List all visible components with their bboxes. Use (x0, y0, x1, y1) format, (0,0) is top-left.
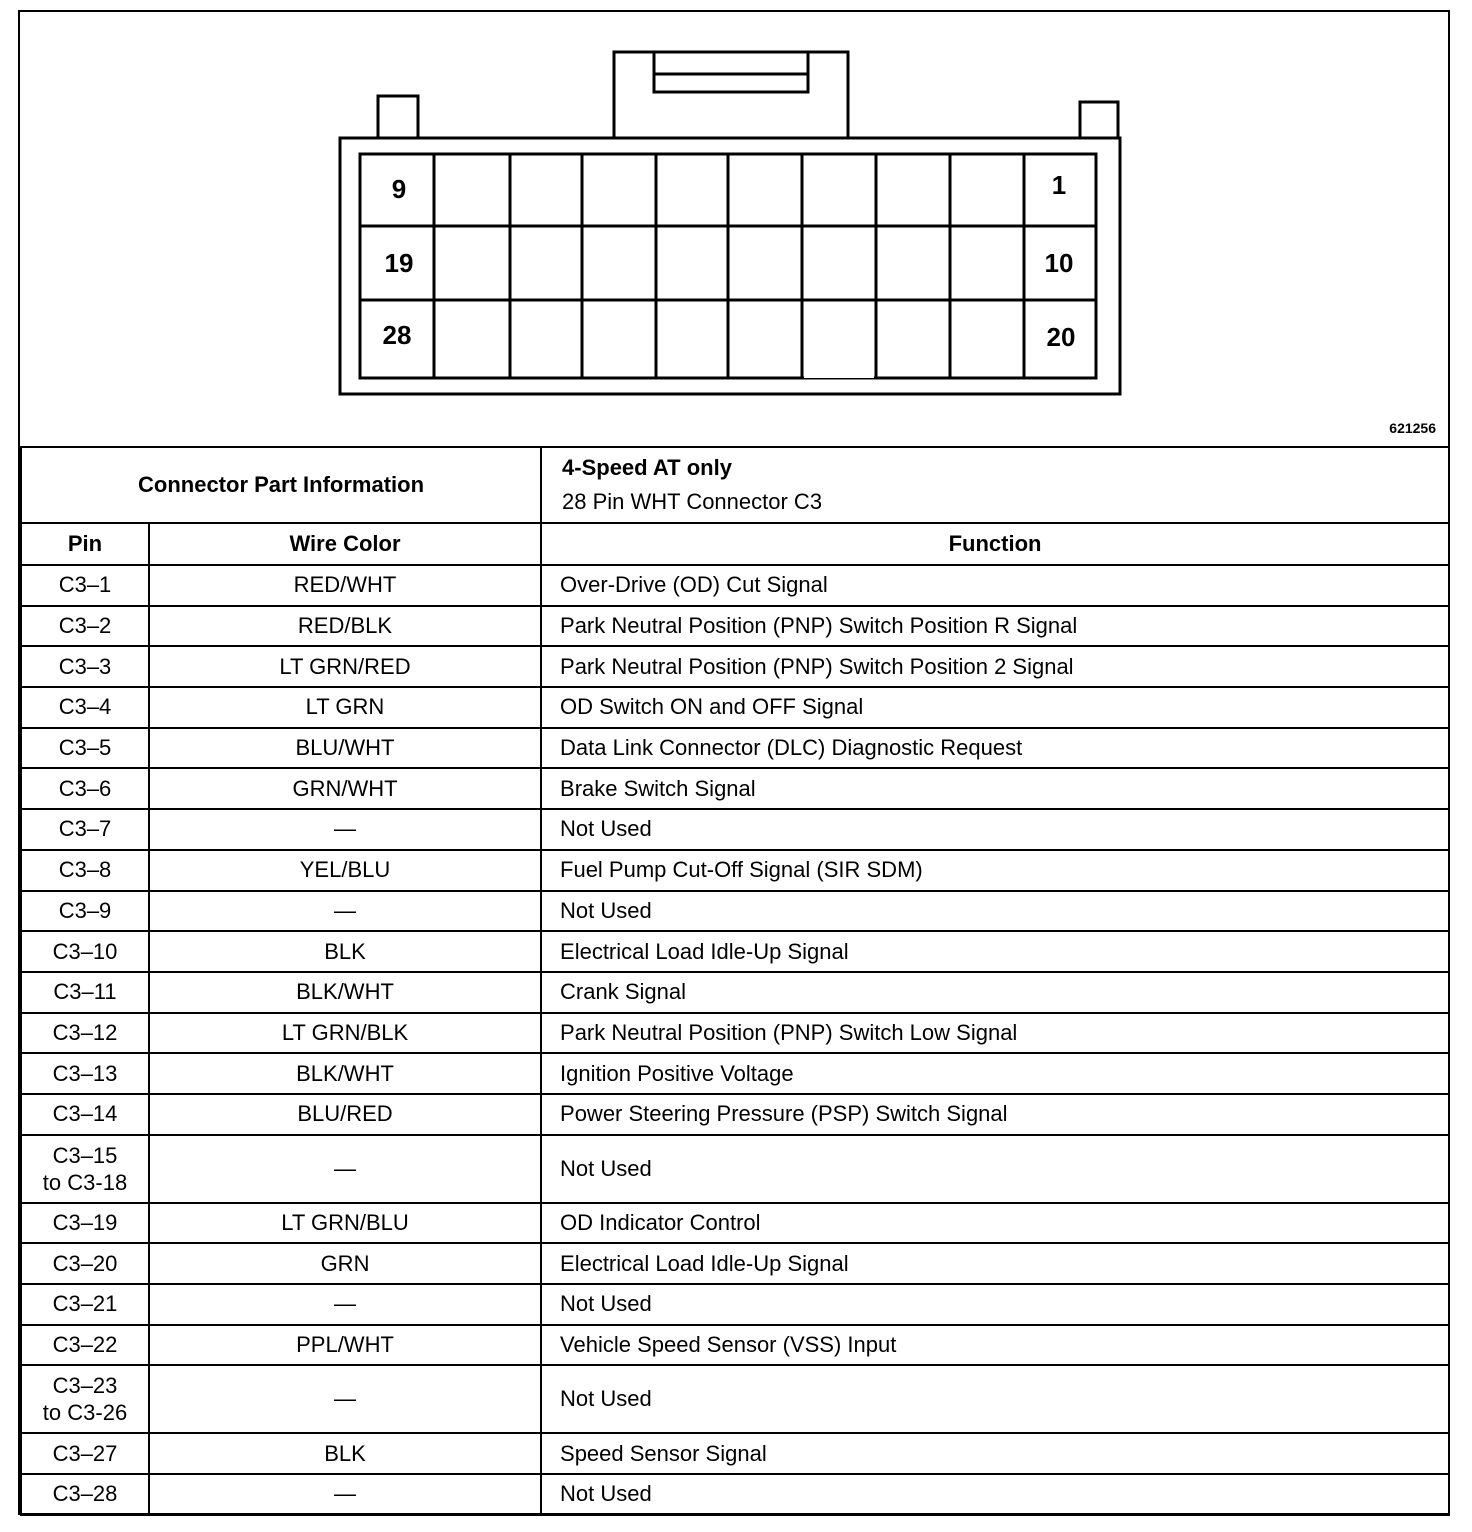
table-row (21, 1365, 1449, 1433)
column-header-wire-color: Wire Color (149, 523, 541, 565)
table-row (21, 1325, 1449, 1366)
function-cell: Park Neutral Position (PNP) Switch Low Signal (541, 1013, 1449, 1054)
pin-range-start: C3–23 (52, 1373, 118, 1399)
pinout-table (20, 446, 1450, 1516)
pin-cell: C3–9 (21, 891, 149, 932)
pin-cell: C3–14 (21, 1094, 149, 1135)
table-row (21, 768, 1449, 809)
wire-color-cell: LT GRN/BLK (149, 1013, 541, 1054)
pin-cell: C3–5 (21, 728, 149, 769)
table-row (21, 1094, 1449, 1135)
pin-cell: C3–3 (21, 646, 149, 687)
pin-range-end: to C3-18 (42, 1169, 128, 1195)
table-row (21, 809, 1449, 850)
wire-color-cell: — (149, 1365, 541, 1433)
connector-housing (340, 138, 1120, 394)
connector-description: 28 Pin WHT Connector C3 (562, 489, 823, 514)
pin-cell: C3–12 (21, 1013, 149, 1054)
function-cell: Vehicle Speed Sensor (VSS) Input (541, 1325, 1449, 1366)
table-row (21, 565, 1449, 606)
function-cell: Fuel Pump Cut-Off Signal (SIR SDM) (541, 850, 1449, 891)
pin-cell: C3–19 (21, 1203, 149, 1244)
pin-cell: C3–28 (21, 1474, 149, 1515)
connector-info-row (21, 447, 1449, 523)
wire-color-cell: BLK/WHT (149, 972, 541, 1013)
pin-label-19: 19 (384, 248, 414, 278)
table-row (21, 1284, 1449, 1325)
pin-cell: C3–4 (21, 687, 149, 728)
right-latch-tab (1080, 102, 1118, 138)
function-cell: Not Used (541, 891, 1449, 932)
wire-color-cell: BLK (149, 931, 541, 972)
pin-cell: C3–21 (21, 1284, 149, 1325)
pin-cell: C3–6 (21, 768, 149, 809)
function-cell: Park Neutral Position (PNP) Switch Position R Signal (541, 606, 1449, 647)
function-cell: Brake Switch Signal (541, 768, 1449, 809)
table-row (21, 850, 1449, 891)
pin-cell: C3–7 (21, 809, 149, 850)
table-row (21, 931, 1449, 972)
connector-face-view (20, 12, 1448, 446)
connector-drawing (20, 12, 1448, 446)
pin-cell: C3–20 (21, 1243, 149, 1284)
wire-color-cell: LT GRN/RED (149, 646, 541, 687)
pin-label-28: 28 (382, 320, 412, 350)
pin-cell (21, 1135, 149, 1203)
table-row (21, 972, 1449, 1013)
function-cell: Electrical Load Idle-Up Signal (541, 1243, 1449, 1284)
table-row (21, 1013, 1449, 1054)
pin-cell: C3–22 (21, 1325, 149, 1366)
function-cell: Not Used (541, 1135, 1449, 1203)
function-cell: Electrical Load Idle-Up Signal (541, 931, 1449, 972)
wire-color-cell: BLK (149, 1433, 541, 1474)
top-key-housing (614, 52, 848, 138)
figure-id: 621256 (1389, 420, 1436, 436)
connector-variant: 4-Speed AT only (562, 455, 732, 480)
pin-cell: C3–10 (21, 931, 149, 972)
function-cell: Not Used (541, 809, 1449, 850)
pin-cell: C3–2 (21, 606, 149, 647)
pin-cell: C3–11 (21, 972, 149, 1013)
wire-color-cell: — (149, 1284, 541, 1325)
top-key-slot (654, 52, 808, 92)
pin-cell: C3–8 (21, 850, 149, 891)
table-row (21, 891, 1449, 932)
pin-cell: C3–1 (21, 565, 149, 606)
column-header-pin: Pin (21, 523, 149, 565)
function-cell: Not Used (541, 1474, 1449, 1515)
table-row (21, 646, 1449, 687)
pin-cell: C3–27 (21, 1433, 149, 1474)
table-row (21, 1433, 1449, 1474)
function-cell: Not Used (541, 1284, 1449, 1325)
function-cell: OD Switch ON and OFF Signal (541, 687, 1449, 728)
function-cell: Park Neutral Position (PNP) Switch Position 2 Signal (541, 646, 1449, 687)
wire-color-cell: RED/BLK (149, 606, 541, 647)
pin-range-start: C3–15 (52, 1142, 118, 1168)
function-cell: Over-Drive (OD) Cut Signal (541, 565, 1449, 606)
wire-color-cell: GRN/WHT (149, 768, 541, 809)
pin-label-9: 9 (391, 174, 407, 204)
wire-color-cell: BLU/WHT (149, 728, 541, 769)
function-cell: Ignition Positive Voltage (541, 1053, 1449, 1094)
function-cell: Not Used (541, 1365, 1449, 1433)
wire-color-cell: — (149, 1474, 541, 1515)
pin-label-1: 1 (1051, 170, 1067, 200)
function-cell: OD Indicator Control (541, 1203, 1449, 1244)
table-row (21, 606, 1449, 647)
wire-color-cell: PPL/WHT (149, 1325, 541, 1366)
table-row (21, 1053, 1449, 1094)
wire-color-cell: BLU/RED (149, 1094, 541, 1135)
column-header-row (21, 523, 1449, 565)
wire-color-cell: YEL/BLU (149, 850, 541, 891)
pin-label-10: 10 (1044, 248, 1074, 278)
wire-color-cell: LT GRN (149, 687, 541, 728)
connector-info-detail (541, 447, 1449, 523)
column-header-function: Function (541, 523, 1449, 565)
connector-sheet (18, 10, 1450, 1515)
table-row (21, 1203, 1449, 1244)
wire-color-cell: — (149, 891, 541, 932)
table-row (21, 1474, 1449, 1515)
pin-cell (21, 1365, 149, 1433)
table-row (21, 687, 1449, 728)
connector-info-label: Connector Part Information (21, 447, 541, 523)
table-row (21, 728, 1449, 769)
function-cell: Data Link Connector (DLC) Diagnostic Request (541, 728, 1449, 769)
function-cell: Crank Signal (541, 972, 1449, 1013)
function-cell: Speed Sensor Signal (541, 1433, 1449, 1474)
wire-color-cell: BLK/WHT (149, 1053, 541, 1094)
wire-color-cell: — (149, 809, 541, 850)
wire-color-cell: — (149, 1135, 541, 1203)
wire-color-cell: GRN (149, 1243, 541, 1284)
wire-color-cell: RED/WHT (149, 565, 541, 606)
left-latch-tab (378, 96, 418, 138)
function-cell: Power Steering Pressure (PSP) Switch Signal (541, 1094, 1449, 1135)
table-row (21, 1135, 1449, 1203)
table-row (21, 1243, 1449, 1284)
wire-color-cell: LT GRN/BLU (149, 1203, 541, 1244)
pin-cell: C3–13 (21, 1053, 149, 1094)
pin-label-20: 20 (1046, 322, 1076, 352)
pin-range-end: to C3-26 (42, 1400, 128, 1426)
